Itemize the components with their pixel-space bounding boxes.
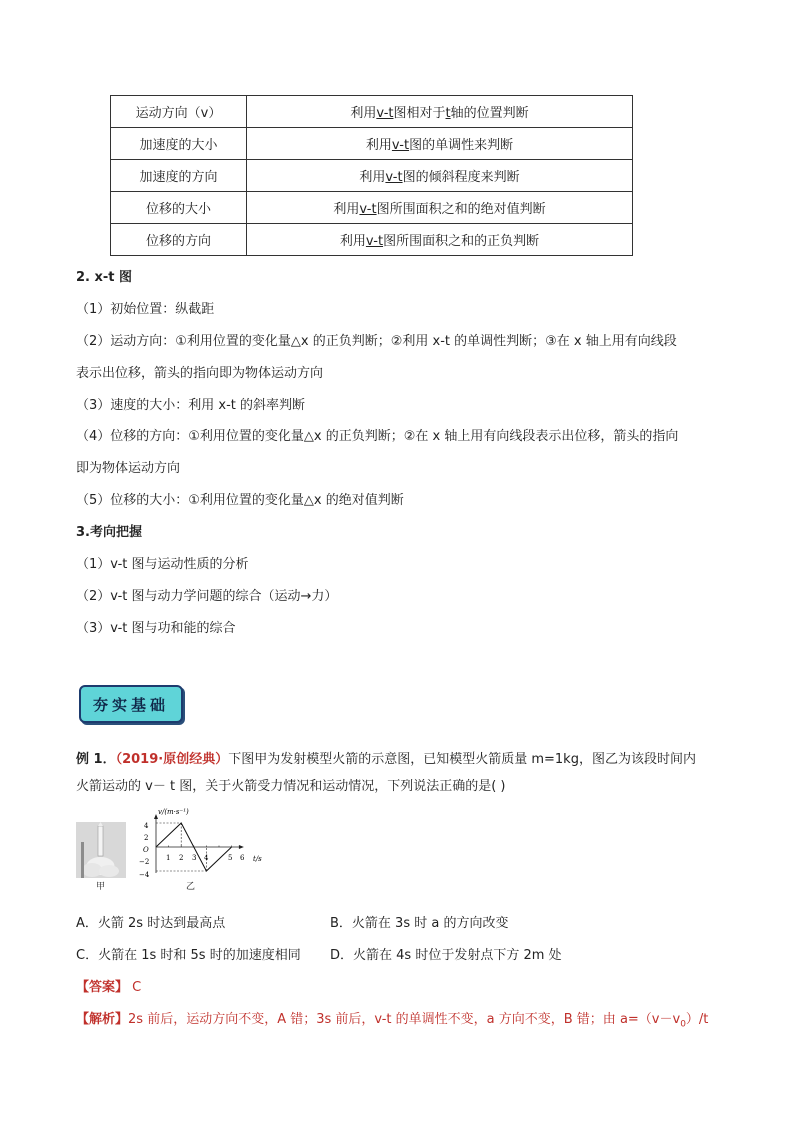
- rocket-photo: [76, 822, 126, 878]
- y-tick-4: 4: [144, 822, 149, 830]
- x-tick-5: 5: [228, 854, 233, 862]
- section-2-heading: 2. x-t 图: [76, 270, 133, 285]
- row-value-post: 轴的位置判断: [450, 106, 529, 121]
- row-key: 加速度的方向: [111, 160, 247, 192]
- row-value-u1: v-t: [376, 106, 394, 121]
- x-axis-label: t/s: [253, 855, 262, 863]
- row-value-mid: 图所围面积之和的正负判断: [383, 234, 540, 249]
- section-3-item-2: （2）v-t 图与动力学问题的综合（运动→力）: [76, 589, 338, 604]
- option-d: D．火箭在 4s 时位于发射点下方 2m 处: [330, 948, 562, 963]
- row-key: 位移的大小: [111, 192, 247, 224]
- example-figure: [76, 806, 276, 892]
- section-3-heading: 3.考向把握: [76, 525, 142, 540]
- section-3-item-1: （1）v-t 图与运动性质的分析: [76, 557, 249, 572]
- section-2-item-1: （1）初始位置：纵截距: [76, 302, 215, 317]
- section-2-item-2-line-2: 表示出位移，箭头的指向即为物体运动方向: [76, 366, 324, 381]
- vt-summary-table: [110, 95, 633, 256]
- row-key: 运动方向（v）: [111, 96, 247, 128]
- answer-value: C: [132, 980, 142, 995]
- section-2-item-3: （3）速度的大小：利用 x-t 的斜率判断: [76, 398, 306, 413]
- row-value: [247, 128, 633, 160]
- section-2-item-4-line-2: 即为物体运动方向: [76, 461, 181, 476]
- x-tick-4: 4: [204, 854, 209, 862]
- row-value-mid: 图的倾斜程度来判断: [402, 170, 520, 185]
- table-row: [111, 192, 633, 224]
- section-2-item-4-line-1: （4）位移的方向：①利用位置的变化量△x 的正负判断；②在 x 轴上用有向线段表示出位移，箭头的指向: [76, 429, 679, 444]
- answer-line: [76, 976, 141, 995]
- table-row: [111, 224, 633, 256]
- row-value-pre: 利用: [365, 138, 392, 153]
- table-row: [111, 160, 633, 192]
- example-source: （2019·原创经典）: [115, 752, 229, 767]
- option-c: C．火箭在 1s 时和 5s 时的加速度相同: [76, 948, 301, 963]
- x-tick-6: 6: [240, 854, 245, 862]
- origin-label: O: [143, 846, 149, 854]
- row-value-mid: 图的单调性来判断: [409, 138, 514, 153]
- example-line-1: [76, 748, 696, 767]
- y-axis-label: v/(m·s⁻¹): [158, 808, 189, 816]
- example-label: 例 1．: [76, 752, 116, 767]
- row-key: 位移的方向: [111, 224, 247, 256]
- example-text-1: 下图甲为发射模型火箭的示意图，已知模型火箭质量 m=1kg，图乙为该段时间内: [228, 752, 696, 767]
- analysis-text: 2s 前后，运动方向不变，A 错；3s 前后，v-t 的单调性不变，a 方向不变，B 错；由 a=（v－v: [128, 1012, 681, 1027]
- row-value-u1: v-t: [359, 202, 377, 217]
- row-value-pre: 利用: [339, 234, 366, 249]
- row-value-mid: 图所围面积之和的绝对值判断: [376, 202, 546, 217]
- section-2-item-5: （5）位移的大小：①利用位置的变化量△x 的绝对值判断: [76, 493, 404, 508]
- row-value: [247, 192, 633, 224]
- row-value-pre: 利用: [359, 170, 386, 185]
- row-value: [247, 224, 633, 256]
- row-key: 加速度的大小: [111, 128, 247, 160]
- row-value-mid: 图相对于: [393, 106, 446, 121]
- row-value: [247, 96, 633, 128]
- section-2-item-2-line-1: （2）运动方向：①利用位置的变化量△x 的正负判断；②利用 x-t 的单调性判断；③在 x 轴上用有向线段: [76, 334, 677, 349]
- option-a: A．火箭 2s 时达到最高点: [76, 916, 226, 931]
- option-b: B．火箭在 3s 时 a 的方向改变: [330, 916, 509, 931]
- row-value-pre: 利用: [333, 202, 360, 217]
- rocket-image: [76, 822, 126, 878]
- row-value-u2: t: [445, 106, 451, 121]
- y-tick-minus-2: −2: [139, 858, 150, 866]
- table-row: [111, 128, 633, 160]
- section-3-item-3: （3）v-t 图与功和能的综合: [76, 621, 236, 636]
- x-tick-1: 1: [166, 854, 171, 862]
- vt-graph: [136, 806, 286, 878]
- row-value-pre: 利用: [350, 106, 377, 121]
- row-value-u1: v-t: [385, 170, 403, 185]
- analysis-subscript: 0: [680, 1019, 686, 1030]
- section-badge: 夯实基础: [79, 685, 183, 723]
- x-tick-2: 2: [179, 854, 184, 862]
- table-row: [111, 96, 633, 128]
- row-value-u1: v-t: [391, 138, 410, 153]
- y-tick-minus-4: −4: [139, 871, 150, 878]
- analysis-label: 【解析】: [76, 1012, 129, 1027]
- row-value: [247, 160, 633, 192]
- graph-caption: 乙: [186, 882, 196, 892]
- analysis-line: [76, 1008, 708, 1030]
- analysis-tail: ）/t: [685, 1012, 709, 1027]
- y-tick-2: 2: [144, 834, 149, 842]
- answer-label: 【答案】: [76, 980, 129, 995]
- x-tick-3: 3: [192, 854, 197, 862]
- example-line-2: 火箭运动的 v－ t 图，关于火箭受力情况和运动情况，下列说法正确的是( ): [76, 779, 506, 794]
- photo-caption: 甲: [96, 882, 106, 892]
- row-value-u1: v-t: [365, 234, 384, 249]
